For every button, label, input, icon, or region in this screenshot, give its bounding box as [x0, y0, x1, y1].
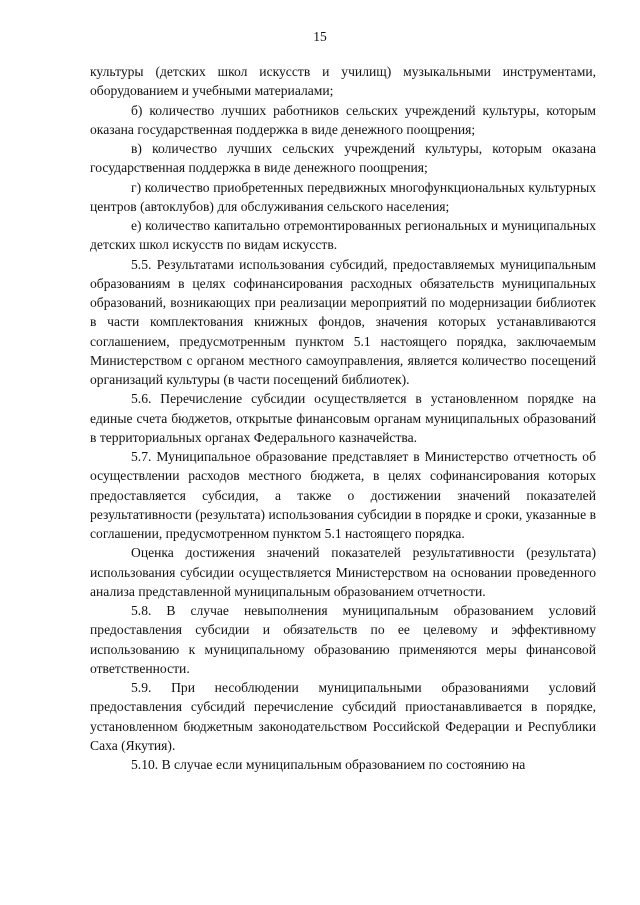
- paragraph: 5.5. Результатами использования субсидий, предоставляемых муниципальным образованиям в целях софинансирования расходных обязательств муниципальных образований, возникающих при реализации мероприятий по модернизации библиотек в части комплектования книжных фондов, значения которых устанавливаются соглашением, предусмотренным пунктом 5.1 настоящего порядка, заключаемым Министерством с органом местного самоуправления, является количество посещений организаций культуры (в части посещений библиотек).: [90, 256, 596, 387]
- paragraph: культуры (детских школ искусств и училищ) музыкальными инструментами, оборудованием и учебными материалами;: [90, 64, 596, 99]
- paragraph: 5.6. Перечисление субсидии осуществляется в установленном порядке на единые счета бюджетов, открытые финансовым органам муниципальных образований в территориальных органах Федерального казначейства.: [90, 391, 596, 445]
- paragraph: е) количество капитально отремонтированных региональных и муниципальных детских школ искусств по видам искусств.: [90, 218, 596, 253]
- paragraph: г) количество приобретенных передвижных многофункциональных культурных центров (автоклубов) для обслуживания сельского населения;: [90, 179, 596, 214]
- paragraph: Оценка достижения значений показателей результативности (результата) использования субсидии осуществляется Министерством на основании проведенного анализа представленной муниципальным образованием отчетности.: [90, 545, 596, 599]
- paragraph: в) количество лучших сельских учреждений культуры, которым оказана государственная поддержка в виде денежного поощрения;: [90, 141, 596, 176]
- paragraph: 5.7. Муниципальное образование представляет в Министерство отчетность об осуществлении расходов местного бюджета, в целях софинансирования которых предоставляется субсидия, а также о достижении значений показателей результативности (результата) использования субсидии в порядке и сроки, указанные в соглашении, предусмотренном пунктом 5.1 настоящего порядка.: [90, 449, 596, 541]
- paragraph: 5.8. В случае невыполнения муниципальным образованием условий предоставления субсидии и обязательств по ее целевому и эффективному использованию к муниципальному образованию применяются меры финансовой ответственности.: [90, 603, 596, 676]
- paragraph: 5.10. В случае если муниципальным образованием по состоянию на: [131, 757, 526, 772]
- paragraph: 5.9. При несоблюдении муниципальными образованиями условий предоставления субсидий перечисление субсидий приостанавливается в порядке, установленном бюджетным законодательством Российской Федерации и Республики Саха (Якутия).: [90, 680, 596, 753]
- page-number: 15: [313, 29, 327, 44]
- document-body: [90, 62, 596, 774]
- paragraph: б) количество лучших работников сельских учреждений культуры, которым оказана государственная поддержка в виде денежного поощрения;: [90, 102, 596, 137]
